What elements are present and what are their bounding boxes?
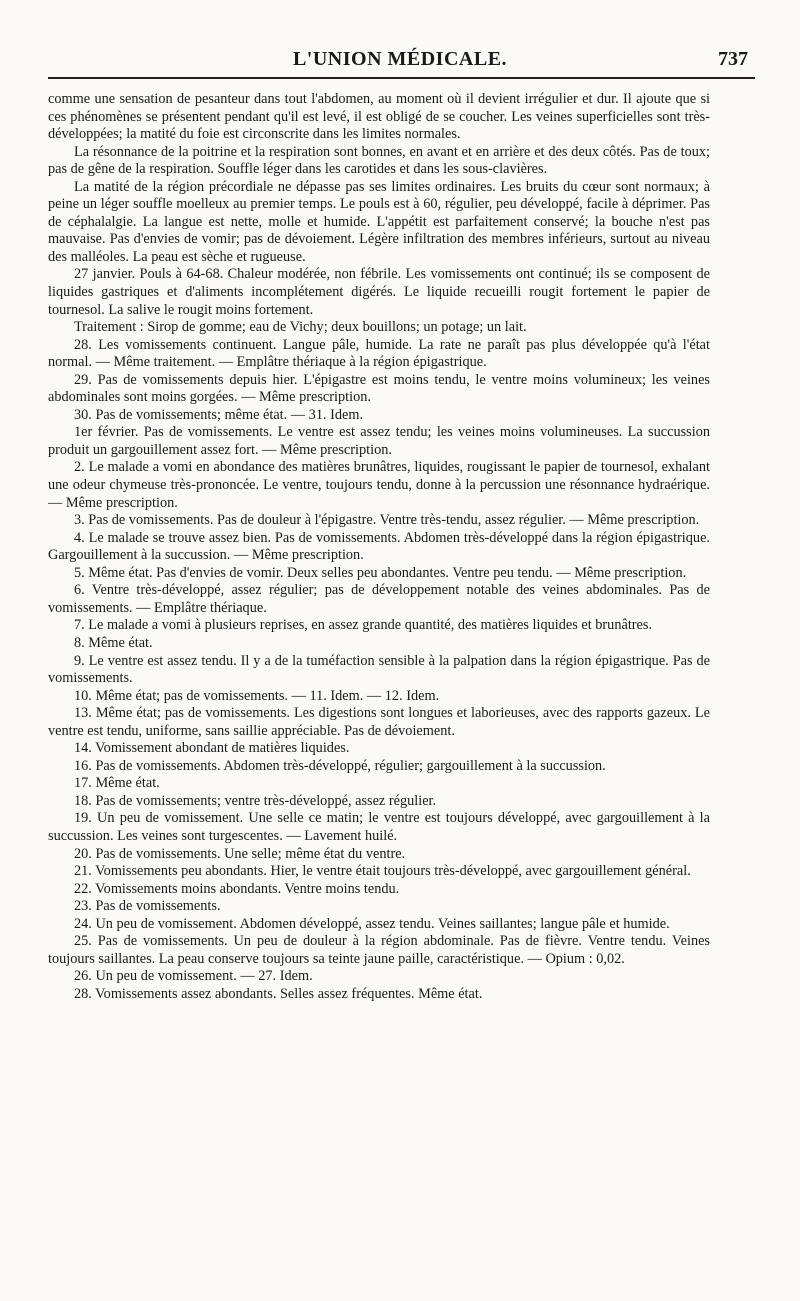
paragraph: 21. Vomissements peu abondants. Hier, le ventre était toujours très-développé, avec gargouillement général. — [74, 863, 691, 880]
paragraph: 30. Pas de vomissements; même état. — 31. Idem. — [74, 406, 364, 423]
page-number: 737 — [718, 48, 748, 70]
paragraph: 26. Un peu de vomissement. — 27. Idem. — [74, 968, 313, 985]
paragraph: 1er février. Pas de vomissements. Le ventre est assez tendu; les veines moins volumineuses. La succussion produit un gargouillement assez fort. — Même prescription. — [48, 424, 710, 458]
paragraph: 10. Même état; pas de vomissements. — 11. Idem. — 12. Idem. — [74, 687, 440, 704]
paragraph: 8. Même état. — [74, 634, 153, 651]
paragraph: 24. Un peu de vomissement. Abdomen développé, assez tendu. Veines saillantes; langue pâle et humide. — [74, 915, 670, 932]
paragraph: 20. Pas de vomissements. Une selle; même état du ventre. — [74, 845, 406, 862]
paragraph-treatment: Traitement : Sirop de gomme; eau de Vichy; deux bouillons; un potage; un lait. — [74, 319, 527, 336]
paragraph: 4. Le malade se trouve assez bien. Pas de vomissements. Abdomen très-développé dans la région épigastrique. Gargouillement à la succussion. — Même prescription. — [48, 529, 710, 564]
paragraph: 16. Pas de vomissements. Abdomen très-développé, régulier; gargouillement à la succussion. — [74, 757, 606, 774]
paragraph: 3. Pas de vomissements. Pas de douleur à l'épigastre. Ventre très-tendu, assez régulier. — Même prescription. — [74, 512, 700, 529]
paragraph: 7. Le malade a vomi à plusieurs reprises, en assez grande quantité, des matières liquides et brunâtres. — [74, 617, 653, 634]
paragraph: La matité de la région précordiale ne dépasse pas ses limites ordinaires. Les bruits du cœur sont normaux; à peine un léger souffle moelleux au premier temps. Le pouls est à 60, régulier, peu développé, facile à déprimer. Pas de céphalalgie. La langue est nette, molle et humide. L'appétit est parfaitement conservé; la bouche n'est pas mauvaise. Pas d'envies de vomir; pas de dévoiement. Légère infiltration des membres inférieurs, surtout au niveau des malléoles. La peau est sèche et rugueuse. — [48, 178, 710, 265]
paragraph: 23. Pas de vomissements. — [74, 898, 221, 915]
paragraph: 27 janvier. Pouls à 64-68. Chaleur modérée, non fébrile. Les vomissements ont continué; ils se composent de liquides gastriques et d'aliments incomplétement digérés. Le liquide recueilli rougit fortement le papier de tournesol. La salive le rougit moins fortement. — [48, 266, 710, 318]
paragraph: 22. Vomissements moins abondants. Ventre moins tendu. — [74, 880, 400, 897]
paragraph: 18. Pas de vomissements; ventre très-développé, assez régulier. — [74, 792, 437, 809]
paragraph: 19. Un peu de vomissement. Une selle ce matin; le ventre est toujours développé, avec gargouillement à la succussion. Les veines sont turgescentes. — Lavement huilé. — [48, 810, 710, 844]
journal-title: L'UNION MÉDICALE. — [292, 48, 508, 70]
paragraph: 25. Pas de vomissements. Un peu de douleur à la région abdominale. Pas de fièvre. Ventre tendu. Veines toujours saillantes. La peau conserve toujours sa teinte jaune paille, caractéristique. — Opium : 0,02. — [48, 933, 710, 967]
paragraph: 17. Même état. — [74, 775, 160, 792]
paragraph: 13. Même état; pas de vomissements. Les digestions sont longues et laborieuses, avec des rapports gazeux. Le ventre est tendu, uniforme, sans saillie appréciable. Pas de dévoiement. — [48, 705, 710, 739]
paragraph: 28. Les vomissements continuent. Langue pâle, humide. La rate ne paraît pas plus développée qu'à l'état normal. — Même traitement. — Emplâtre thériaque à la région épigastrique. — [48, 336, 710, 371]
paragraph: 9. Le ventre est assez tendu. Il y a de la tuméfaction sensible à la palpation dans la région épigastrique. Pas de vomissements. — [48, 652, 710, 687]
paragraph: 2. Le malade a vomi en abondance des matières brunâtres, liquides, rougissant le papier de tournesol, exhalant une odeur chymeuse très-prononcée. Le ventre, toujours tendu, donne à la percussion une résonnance hydraérique. — Même prescription. — [48, 459, 710, 511]
paragraph: 29. Pas de vomissements depuis hier. L'épigastre est moins tendu, le ventre moins volumineux; les veines abdominales sont moins gorgées. — Même prescription. — [48, 371, 710, 406]
paragraph: La résonnance de la poitrine et la respiration sont bonnes, en avant et en arrière et des deux côtés. Pas de toux; pas de gêne de la respiration. Souffle léger dans les carotides et dans les sous-clavières. — [48, 143, 710, 178]
paragraph: 6. Ventre très-développé, assez régulier; pas de développement notable des veines abdominales. Pas de vomissements. — Emplâtre thériaque. — [48, 582, 710, 616]
paragraph: 14. Vomissement abondant de matières liquides. — [74, 740, 350, 757]
article-body — [48, 91, 710, 1287]
paragraph: 5. Même état. Pas d'envies de vomir. Deux selles peu abondantes. Ventre peu tendu. — Même prescription. — [74, 564, 687, 581]
paragraph: 28. Vomissements assez abondants. Selles assez fréquentes. Même état. — [74, 985, 483, 1002]
header-rule — [48, 77, 755, 79]
paragraph: comme une sensation de pesanteur dans tout l'abdomen, au moment où il devient irrégulier et dur. Il ajoute que si ces phénomènes se présentent pendant qu'il est levé, il est obligé de se coucher. Les veines superficielles sont très-développées; la matité du foie est circonscrite dans les limites normales. — [48, 91, 710, 143]
page-header — [48, 42, 752, 72]
